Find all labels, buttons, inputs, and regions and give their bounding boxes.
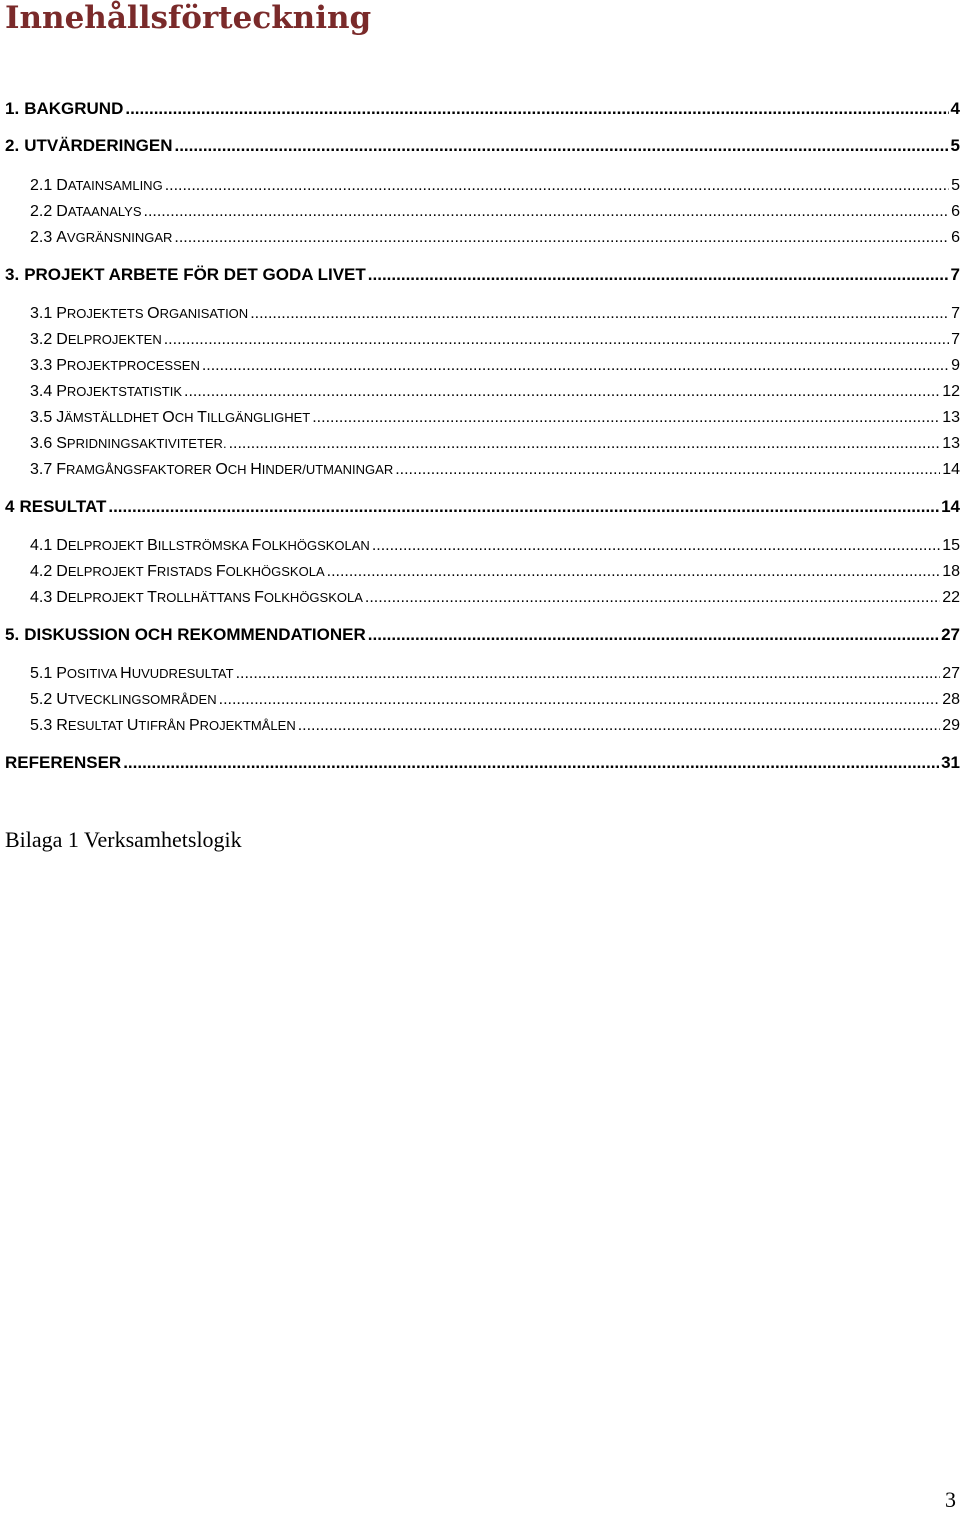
toc-chapter[interactable] [5,751,960,775]
toc-section[interactable] [30,226,960,250]
toc-number: 2. [5,136,20,155]
toc-number: 3.7 [30,461,53,478]
toc-title: PROJEKTETS ORGANISATION [56,305,249,322]
toc-number: 1. [5,99,20,118]
toc-title: DELPROJEKTEN [56,331,162,348]
toc-dot-leader [372,534,940,558]
table-of-contents [5,0,960,800]
toc-dot-leader [108,495,939,519]
toc-number: 3.2 [30,331,53,348]
toc-dot-leader [298,714,940,738]
toc-page-number: 6 [951,229,960,246]
toc-section[interactable] [30,302,960,326]
toc-title: JÄMSTÄLLDHET OCH TILLGÄNGLIGHET [56,409,311,426]
toc-page-number: 22 [942,589,960,606]
toc-dot-leader [165,174,949,198]
toc-dot-leader [312,406,940,430]
toc-page-number: 7 [950,265,960,284]
toc-dot-leader [144,200,950,224]
toc-dot-leader [123,751,939,775]
toc-number: 4.1 [30,537,53,554]
toc-dot-leader [174,134,948,158]
toc-number: 5.2 [30,691,53,708]
toc-section[interactable] [30,458,960,482]
toc-dot-leader [368,623,939,647]
toc-section[interactable] [30,174,960,198]
toc-chapter[interactable] [5,97,960,121]
toc-number: 3.6 [30,435,53,452]
toc-title: SPRIDNINGSAKTIVITETER. [56,435,227,452]
page-number: 3 [945,1487,956,1512]
toc-number: 3.4 [30,383,53,400]
toc-page-number: 13 [942,409,960,426]
toc-page-number: 31 [941,753,960,772]
toc-number: 5.3 [30,717,53,734]
toc-page-number: 27 [942,665,960,682]
toc-title: PROJEKTPROCESSEN [56,357,200,374]
toc-page-number: 5 [951,177,960,194]
toc-section[interactable] [30,354,960,378]
toc-number: 3.1 [30,305,53,322]
toc-section[interactable] [30,432,960,456]
toc-chapter[interactable] [5,495,960,519]
toc-section[interactable] [30,534,960,558]
toc-page-number: 12 [942,383,960,400]
toc-number: 5.1 [30,665,53,682]
toc-title: RESULTAT [19,497,107,516]
toc-dot-leader [174,226,949,250]
toc-section[interactable] [30,714,960,738]
toc-dot-leader [125,97,948,121]
toc-title: BAKGRUND [24,99,124,118]
toc-title: DELPROJEKT BILLSTRÖMSKA FOLKHÖGSKOLAN [56,537,370,554]
toc-title: DISKUSSION OCH REKOMMENDATIONER [24,625,366,644]
toc-number: 2.2 [30,203,53,220]
toc-title: DELPROJEKT TROLLHÄTTANS FOLKHÖGSKOLA [56,589,363,606]
toc-section[interactable] [30,380,960,404]
toc-page-number: 5 [950,136,960,155]
toc-title: UTVECKLINGSOMRÅDEN [56,691,217,708]
toc-dot-leader [229,432,941,456]
toc-page-number: 14 [942,461,960,478]
toc-page-number: 7 [951,305,960,322]
toc-dot-leader [164,328,949,352]
toc-dot-leader [236,662,941,686]
toc-dot-leader [250,302,949,326]
toc-number: 3.5 [30,409,53,426]
toc-section[interactable] [30,560,960,584]
toc-title: DATAINSAMLING [56,177,163,194]
toc-title: DELPROJEKT FRISTADS FOLKHÖGSKOLA [56,563,325,580]
toc-title: REFERENSER [5,753,122,772]
toc-section[interactable] [30,662,960,686]
toc-section[interactable] [30,406,960,430]
toc-number: 5. [5,625,20,644]
toc-page-number: 4 [950,99,960,118]
toc-title: DATAANALYS [56,203,142,220]
toc-dot-leader [202,354,949,378]
toc-number: 2.3 [30,229,53,246]
toc-number: 2.1 [30,177,53,194]
toc-dot-leader [184,380,940,404]
toc-title: PROJEKTSTATISTIK [56,383,183,400]
toc-dot-leader [368,263,949,287]
toc-chapter[interactable] [5,623,960,647]
toc-page-number: 9 [951,357,960,374]
toc-title: AVGRÄNSNINGAR [56,229,173,246]
toc-dot-leader [395,458,940,482]
toc-page-number: 7 [951,331,960,348]
toc-title: RESULTAT UTIFRÅN PROJEKTMÅLEN [56,717,296,734]
toc-title: UTVÄRDERINGEN [24,136,173,155]
toc-number: 3.3 [30,357,53,374]
toc-number: 4 [5,497,15,516]
toc-title: FRAMGÅNGSFAKTORER OCH HINDER/UTMANINGAR [56,461,394,478]
toc-page-number: 29 [942,717,960,734]
toc-page-number: 14 [941,497,960,516]
toc-chapter[interactable] [5,263,960,287]
toc-page-number: 13 [942,435,960,452]
toc-page-number: 27 [941,625,960,644]
toc-page-number: 6 [951,203,960,220]
toc-page-number: 28 [942,691,960,708]
page-title: Innehållsförteckning [5,0,372,36]
toc-section[interactable] [30,586,960,610]
toc-dot-leader [327,560,941,584]
toc-title: PROJEKT ARBETE FÖR DET GODA LIVET [24,265,366,284]
toc-number: 3. [5,265,20,284]
toc-page-number: 18 [942,563,960,580]
toc-section[interactable] [30,688,960,712]
toc-page-number: 15 [942,537,960,554]
toc-chapter[interactable] [5,134,960,158]
toc-number: 4.3 [30,589,53,606]
toc-section[interactable] [30,328,960,352]
appendix-label: Bilaga 1 Verksamhetslogik [5,827,242,852]
toc-dot-leader [219,688,941,712]
toc-title: POSITIVA HUVUDRESULTAT [56,665,234,682]
toc-section[interactable] [30,200,960,224]
toc-dot-leader [365,586,940,610]
toc-number: 4.2 [30,563,53,580]
